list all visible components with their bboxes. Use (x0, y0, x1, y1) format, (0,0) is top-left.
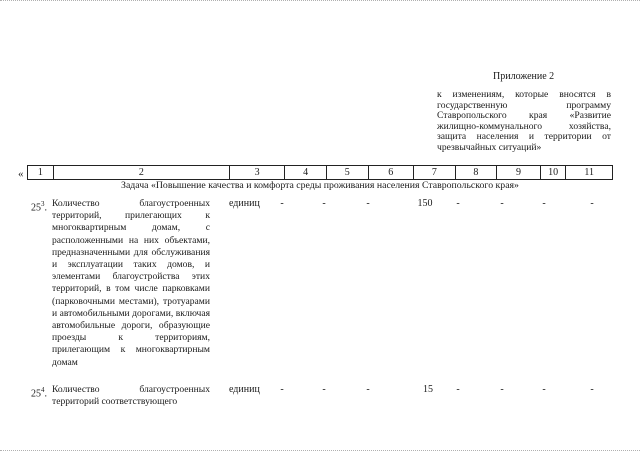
header-cell-6: 6 (369, 166, 415, 179)
header-cell-4: 4 (285, 166, 327, 179)
row-value-col4: - (280, 198, 284, 209)
appendix-note: к изменениям, которые вносятся в государственную программу Ставропольского края «Развитие жилищно-коммунального хозяйства, защита населения и территории от чрезвычайных ситуаций» (437, 89, 611, 153)
row-number-suffix: . (44, 388, 47, 400)
row-number (31, 198, 47, 215)
header-cell-10: 10 (541, 166, 567, 179)
scan-bottom-edge (0, 450, 640, 452)
row-value-col7: 150 (417, 198, 433, 209)
row-value-col11: - (590, 384, 594, 395)
row-unit: единиц (229, 198, 260, 209)
row-number-superscript: 4 (41, 386, 45, 394)
row-value-col10: - (542, 198, 546, 209)
opening-quote: « (18, 168, 24, 180)
row-value-col5: - (322, 384, 326, 395)
header-cell-7: 7 (414, 166, 456, 179)
row-unit: единиц (229, 384, 260, 395)
row-value-col8: - (456, 384, 460, 395)
scan-top-edge (0, 0, 640, 2)
header-cell-9: 9 (497, 166, 541, 179)
row-number (31, 384, 47, 401)
header-cell-8: 8 (456, 166, 498, 179)
row-value-col6: - (366, 198, 370, 209)
header-cell-11: 11 (584, 167, 595, 178)
header-cell-1: 1 (28, 166, 54, 179)
header-cell-3: 3 (230, 166, 285, 179)
row-number-main: 25 (31, 388, 41, 400)
row-value-col9: - (500, 198, 504, 209)
row-value-col7: 15 (423, 384, 433, 395)
appendix-title: Приложение 2 (493, 71, 555, 82)
task-title: Задача «Повышение качества и комфорта среды проживания населения Ставропольского края» (121, 180, 519, 191)
row-value-col6: - (366, 384, 370, 395)
row-description: Количество благоустроенных территорий соответствующего (52, 384, 210, 408)
row-value-col9: - (500, 384, 504, 395)
row-value-col4: - (280, 384, 284, 395)
row-value-col10: - (542, 384, 546, 395)
row-value-col11: - (590, 198, 594, 209)
row-number-main: 25 (31, 202, 41, 214)
header-cell-5: 5 (327, 166, 369, 179)
row-description: Количество благоустроенных территорий, прилегающих к многоквартирным домам, с расположенными на них объектами, предназначенными для обслуживания и эксплуатации таких домов, и элементами благоустройства этих территорий, в том числе парковками (парковочными местами), тротуарами и автомобильными дорогами, включая автомобильные дороги, образующие проезды к территориям, прилегающим к многоквартирным домам (52, 198, 210, 368)
row-number-suffix: . (44, 202, 47, 214)
row-value-col5: - (322, 198, 326, 209)
row-number-superscript: 3 (41, 200, 45, 208)
header-cell-2: 2 (54, 166, 230, 179)
table-header-row (27, 165, 613, 180)
row-value-col8: - (456, 198, 460, 209)
